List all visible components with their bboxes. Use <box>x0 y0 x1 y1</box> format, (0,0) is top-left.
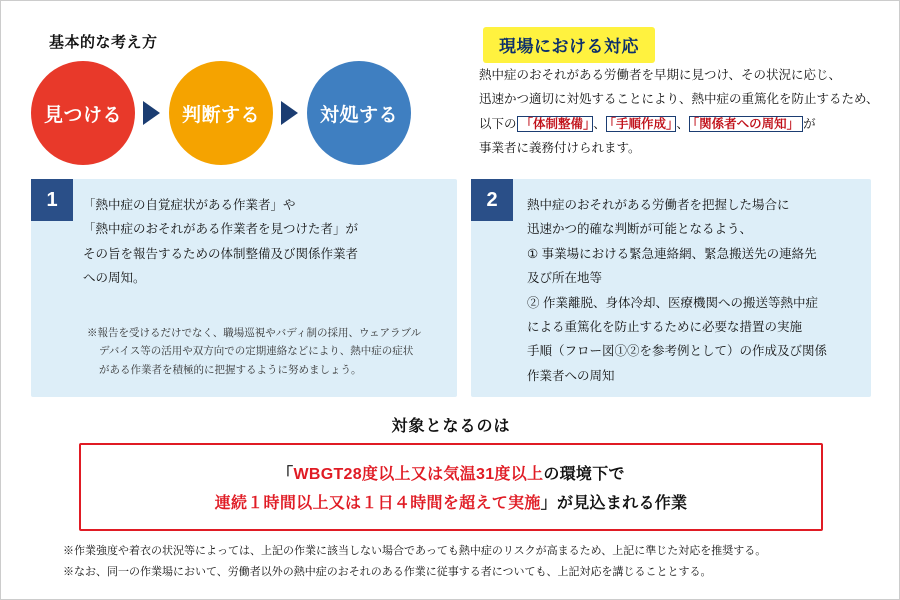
target-duration-threshold: 連続１時間以上又は１日４時間を超えて実施 <box>214 495 541 512</box>
separator-1: 、 <box>593 116 606 131</box>
box-2-line-4: 及び所在地等 <box>527 271 603 286</box>
tag-notify-stakeholders: 「関係者への周知」 <box>689 116 803 132</box>
footnote-2: ※なお、同一の作業場において、労働者以外の熱中症のおそれのある作業に従事する者についても、上記対応を講じることとする。 <box>63 565 712 578</box>
onsite-line-3-prefix: 以下の <box>479 116 517 131</box>
onsite-response-text <box>479 63 883 161</box>
box-1-line-2: 「熱中症のおそれがある作業者を見つけた者」が <box>83 222 359 237</box>
box-2-line-2: 迅速かつ的確な判断が可能となるよう、 <box>527 222 753 237</box>
separator-2: 、 <box>676 116 689 131</box>
box-1-note-line-2: デバイス等の活用や双方向での定期連絡などにより、熱中症の症状 <box>99 345 414 358</box>
box-1-number: 1 <box>31 179 73 221</box>
box-2-body <box>527 193 857 388</box>
target-condition-box <box>79 443 823 531</box>
requirement-box-1 <box>31 179 457 397</box>
requirement-box-2 <box>471 179 871 397</box>
onsite-line-2: 迅速かつ適切に対処することにより、熱中症の重篤化を防止するため、 <box>479 92 879 107</box>
box-1-body <box>83 193 443 291</box>
box-1-line-4: への周知。 <box>83 271 146 286</box>
onsite-response-badge: 現場における対応 <box>483 27 655 63</box>
footnote-1: ※作業強度や着衣の状況等によっては、上記の作業に該当しない場合であっても熱中症のリスクが高まるため、上記に準じた対応を推奨する。 <box>63 545 767 557</box>
box-2-line-3: ① 事業場における緊急連絡網、緊急搬送先の連絡先 <box>527 246 817 261</box>
target-section-title: 対象となるのは <box>391 418 511 435</box>
box-1-note <box>87 324 443 379</box>
box-2-line-5: ② 作業離脱、身体冷却、医療機関への搬送等熱中症 <box>527 295 818 310</box>
arrow-right-icon-1 <box>139 100 165 126</box>
flow-step-find: 見つける <box>31 61 135 165</box>
box-2-line-8: 作業者への周知 <box>527 368 615 383</box>
tag-system-preparation: 「体制整備」 <box>517 116 594 132</box>
flow-step-respond: 対処する <box>307 61 411 165</box>
onsite-line-1: 熱中症のおそれがある労働者を早期に見つけ、その状況に応じ、 <box>479 68 842 82</box>
target-open-quote: 「 <box>277 466 294 483</box>
target-line-1-suffix: の環境下で <box>543 466 625 483</box>
tag-procedure-creation: 「手順作成」 <box>606 116 677 132</box>
basic-approach-title: 基本的な考え方 <box>49 34 158 51</box>
box-2-line-6: による重篤化を防止するために必要な措置の実施 <box>527 319 803 334</box>
flow-step-judge: 判断する <box>169 61 273 165</box>
basic-approach-flow <box>31 53 461 173</box>
box-2-number: 2 <box>471 179 513 221</box>
box-1-note-line-3: がある作業者を積極的に把握するように努めましょう。 <box>99 363 362 376</box>
target-condition-line-1 <box>277 461 625 484</box>
target-condition-line-2 <box>215 490 688 513</box>
onsite-line-3-suffix: が <box>803 116 816 131</box>
onsite-line-4: 事業者に義務付けられます。 <box>479 141 641 156</box>
box-1-note-line-1: ※報告を受けるだけでなく、職場巡視やバディ制の採用、ウェアラブル <box>87 326 422 339</box>
box-2-line-1: 熱中症のおそれがある労働者を把握した場合に <box>527 198 790 212</box>
arrow-right-icon-2 <box>277 100 303 126</box>
box-1-line-1: 「熱中症の自覚症状がある作業者」や <box>83 198 296 212</box>
target-wbgt-threshold: WBGT28度以上又は気温31度以上 <box>293 466 544 483</box>
box-1-line-3: その旨を報告するための体制整備及び関係作業者 <box>83 246 359 261</box>
footnotes <box>63 541 853 583</box>
box-2-line-7: 手順（フロー図①②を参考例として）の作成及び関係 <box>527 344 828 359</box>
target-line-2-suffix: 」が見込まれる作業 <box>540 495 688 512</box>
